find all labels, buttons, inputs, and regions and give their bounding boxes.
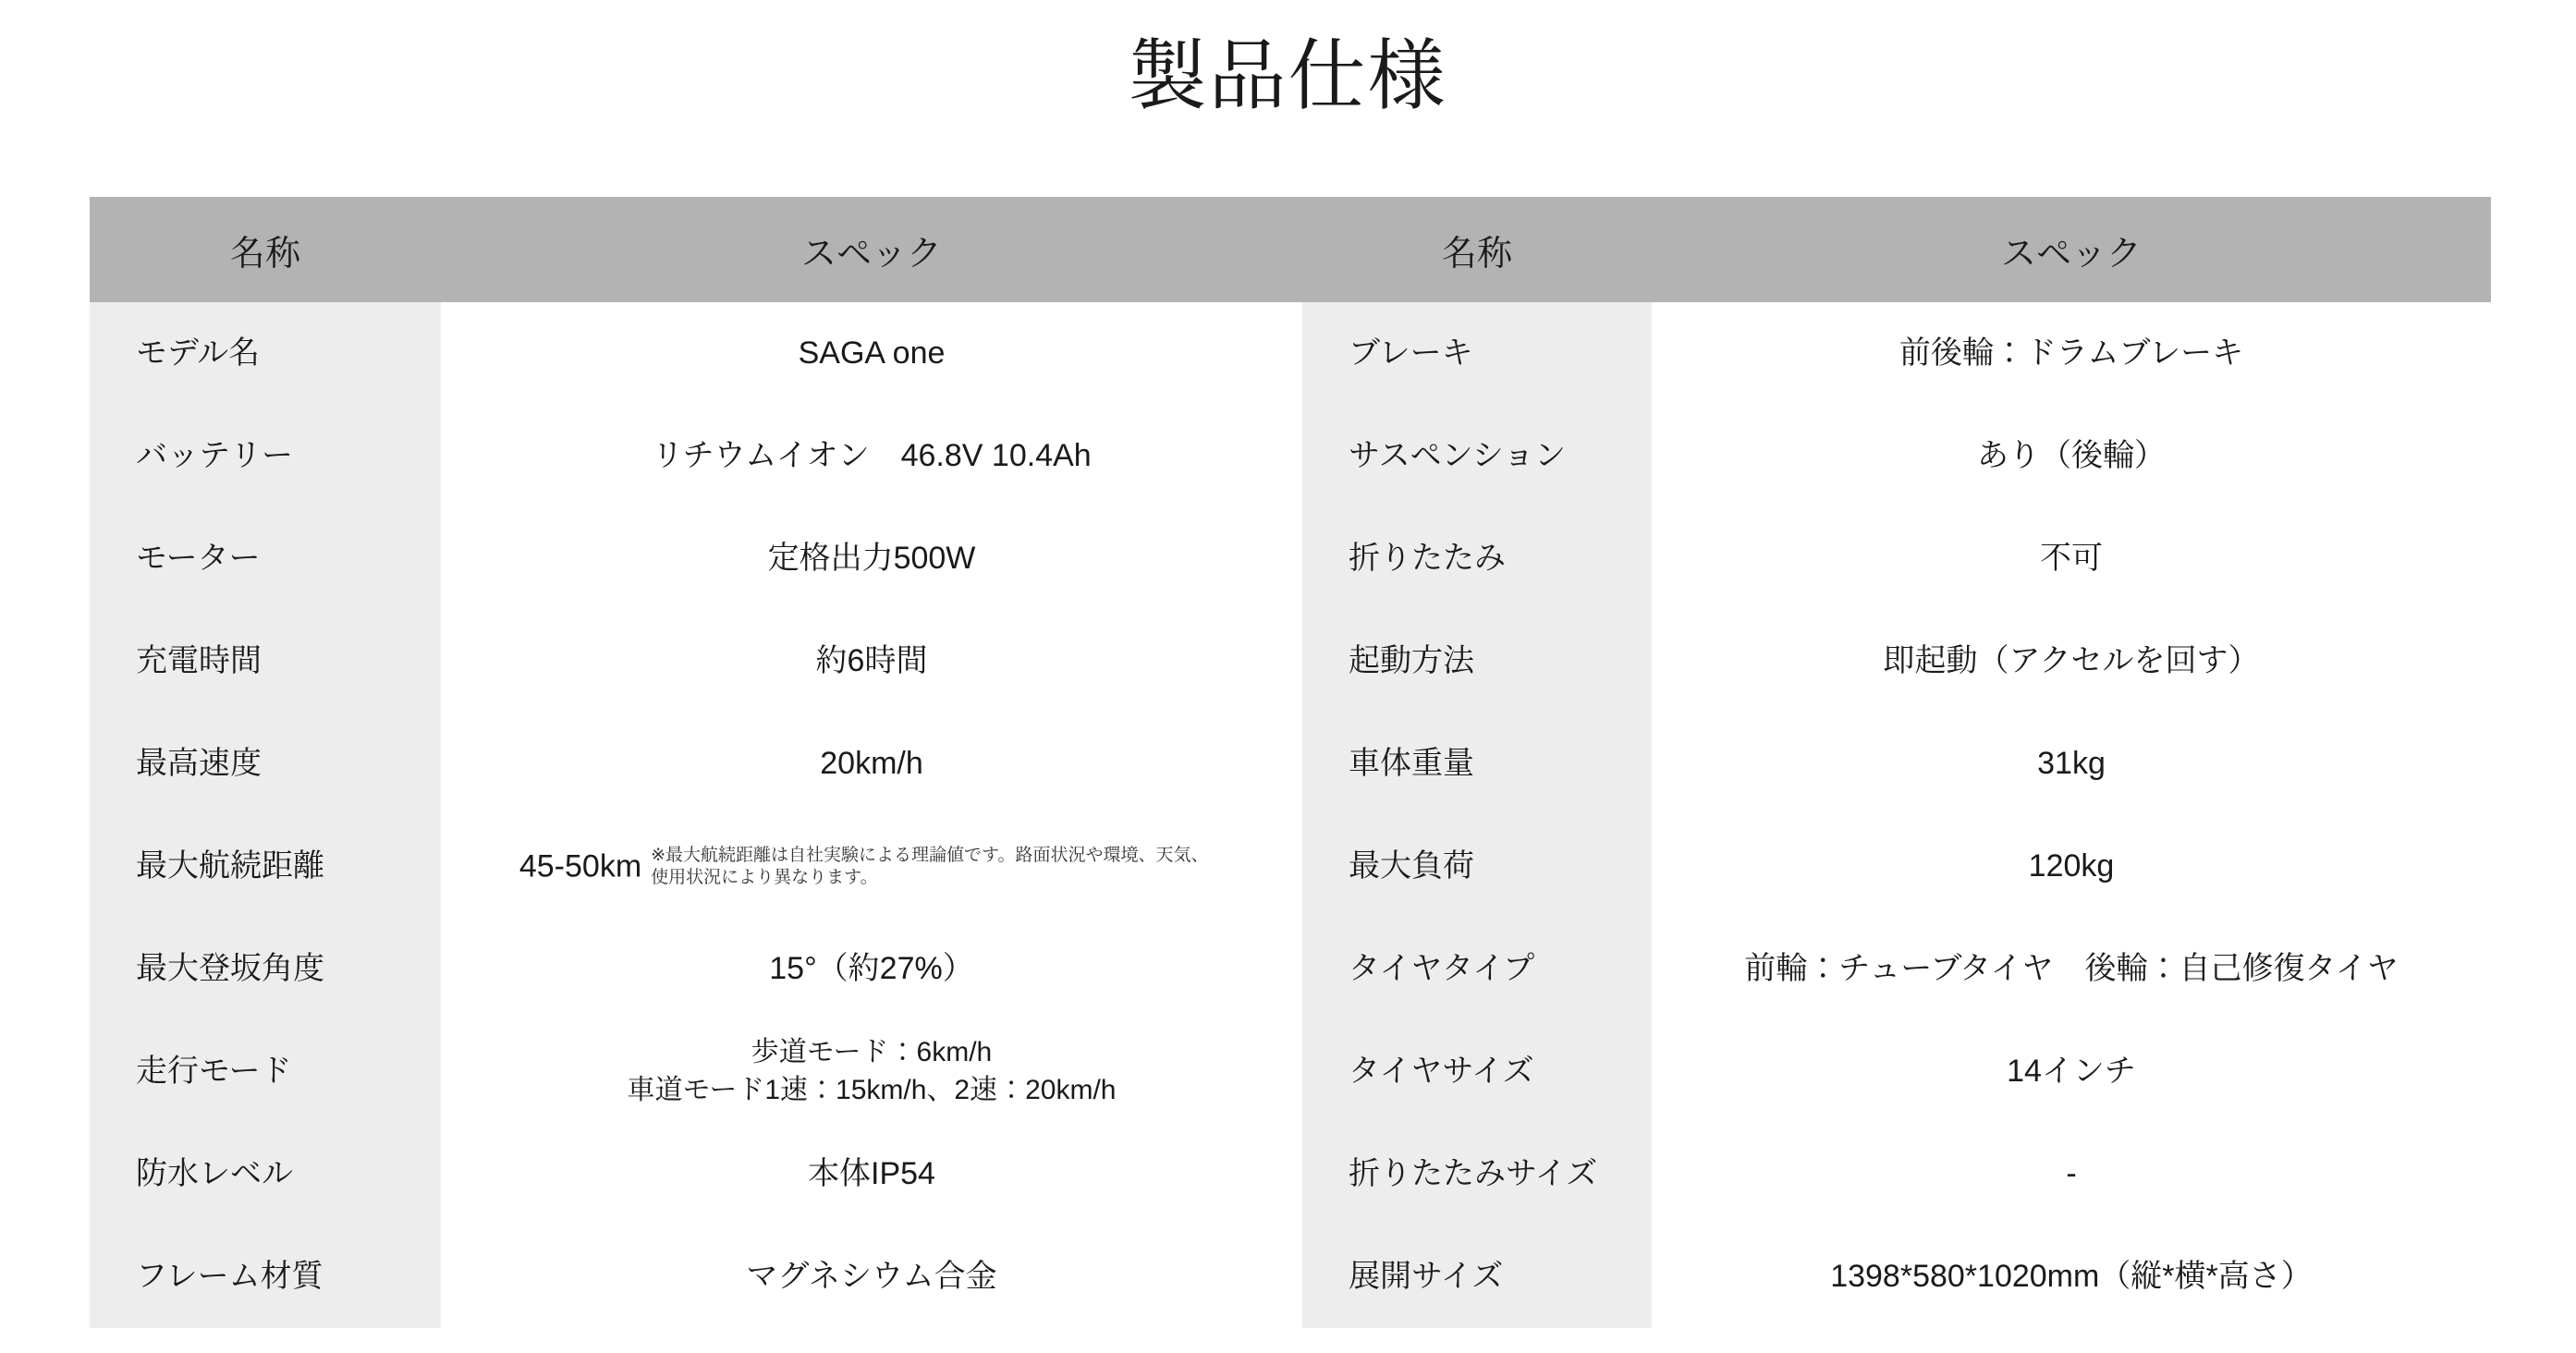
- spec-name: 起動方法: [1302, 610, 1652, 713]
- spec-value: 31kg: [1652, 713, 2491, 815]
- spec-name: モーター: [90, 507, 441, 610]
- spec-name: 走行モード: [90, 1020, 441, 1123]
- spec-name: バッテリー: [90, 405, 441, 507]
- spec-name: 最大航続距離: [90, 815, 441, 918]
- table-row: [1302, 610, 2491, 713]
- table-row: [1302, 713, 2491, 815]
- table-row: [1302, 1123, 2491, 1225]
- spec-value: 前輪：チューブタイヤ 後輪：自己修復タイヤ: [1652, 918, 2491, 1020]
- spec-name: サスペンション: [1302, 405, 1652, 507]
- spec-name: タイヤタイプ: [1302, 918, 1652, 1020]
- table-row: [90, 918, 1302, 1020]
- spec-value: 定格出力500W: [441, 507, 1302, 610]
- table-row: [90, 1123, 1302, 1225]
- page-title: 製品仕様: [1129, 32, 1447, 119]
- table-header-row: [1302, 197, 2491, 302]
- table-row: [1302, 1020, 2491, 1123]
- spec-value: マグネシウム合金: [441, 1225, 1302, 1328]
- spec-name: タイヤサイズ: [1302, 1020, 1652, 1123]
- spec-value: 不可: [1652, 507, 2491, 610]
- spec-value: SAGA one: [441, 302, 1302, 405]
- spec-name: 最高速度: [90, 713, 441, 815]
- spec-footnote: ※最大航続距離は自社実験による理論値です。路面状況や環境、天気、使用状況により異なります。: [651, 845, 1209, 887]
- spec-name: 防水レベル: [90, 1123, 441, 1225]
- right-table-block: [1302, 197, 2491, 1328]
- table-row: [90, 713, 1302, 815]
- table-row: [1302, 507, 2491, 610]
- spec-name: 最大負荷: [1302, 815, 1652, 918]
- spec-name: 車体重量: [1302, 713, 1652, 815]
- spec-name: 折りたたみ: [1302, 507, 1652, 610]
- spec-value: 15°（約27%）: [441, 918, 1302, 1020]
- spec-value: 14インチ: [1652, 1020, 2491, 1123]
- spec-value: 45-50km: [519, 848, 642, 884]
- table-row: [90, 302, 1302, 405]
- spec-name: 最大登坂角度: [90, 918, 441, 1020]
- spec-tables-container: [90, 197, 2491, 1328]
- spec-name: 展開サイズ: [1302, 1225, 1652, 1328]
- spec-value: 120kg: [1652, 815, 2491, 918]
- column-header-spec: スペック: [1652, 197, 2491, 302]
- spec-value: 前後輪：ドラムブレーキ: [1652, 302, 2491, 405]
- table-row: [90, 1225, 1302, 1328]
- table-row: [1302, 405, 2491, 507]
- column-header-name: 名称: [1302, 197, 1652, 302]
- spec-value: 約6時間: [441, 610, 1302, 713]
- spec-name: 充電時間: [90, 610, 441, 713]
- spec-name: モデル名: [90, 302, 441, 405]
- spec-value-multiline: [441, 1020, 1302, 1123]
- spec-name: フレーム材質: [90, 1225, 441, 1328]
- spec-value: 即起動（アクセルを回す）: [1652, 610, 2491, 713]
- spec-value-line-2: 車道モード1速：15km/h、2速：20km/h: [627, 1074, 1117, 1105]
- spec-value-with-note: [441, 815, 1302, 918]
- table-row: [90, 815, 1302, 918]
- left-table-block: [90, 197, 1302, 1328]
- table-row: [1302, 302, 2491, 405]
- spec-name: 折りたたみサイズ: [1302, 1123, 1652, 1225]
- spec-value: あり（後輪）: [1652, 405, 2491, 507]
- spec-value: 本体IP54: [441, 1123, 1302, 1225]
- table-row: [90, 610, 1302, 713]
- column-header-spec: スペック: [441, 197, 1302, 302]
- table-row: [90, 507, 1302, 610]
- table-row: [1302, 1225, 2491, 1328]
- spec-name: ブレーキ: [1302, 302, 1652, 405]
- spec-value: 1398*580*1020mm（縦*横*高さ）: [1652, 1225, 2491, 1328]
- spec-table-right: [1302, 197, 2491, 1328]
- table-header-row: [90, 197, 1302, 302]
- table-row: [1302, 918, 2491, 1020]
- spec-value: -: [1652, 1123, 2491, 1225]
- spec-value-line-1: 歩道モード：6km/h: [751, 1037, 993, 1067]
- spec-value: リチウムイオン 46.8V 10.4Ah: [441, 405, 1302, 507]
- spec-value: 20km/h: [441, 713, 1302, 815]
- column-header-name: 名称: [90, 197, 441, 302]
- table-row: [90, 405, 1302, 507]
- table-row: [1302, 815, 2491, 918]
- table-row: [90, 1020, 1302, 1123]
- spec-table-left: [90, 197, 1302, 1328]
